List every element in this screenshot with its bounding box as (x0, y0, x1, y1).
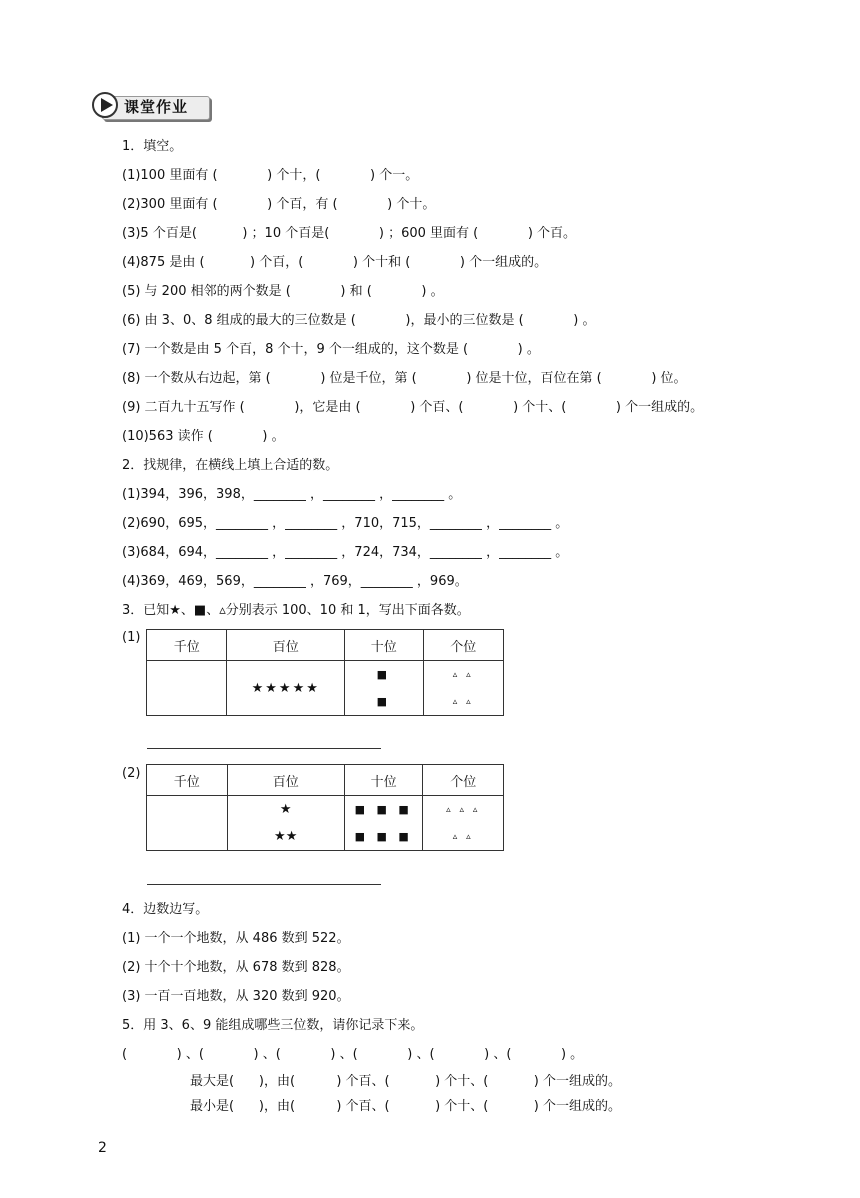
exercise-line: 4．边数边写。 (122, 902, 209, 917)
ones-row-2: ▵ ▵ (452, 696, 474, 707)
exercise-line: (3) 一百一百地数，从 320 数到 920。 (122, 989, 350, 1004)
exercise-line: (1)100 里面有 ( ) 个十，( ) 个一。 (122, 168, 419, 183)
exercise-line: 最大是( )，由( ) 个百、( ) 个十、( ) 个一组成的。 (190, 1074, 621, 1089)
ones-row-1: ▵ ▵ (452, 669, 474, 680)
exercise-line: (4)369，469，569，________ ，769，________ ，969。 (122, 574, 468, 589)
hundreds-row-1: ★ (279, 802, 292, 817)
header-tens: 十位 (344, 765, 423, 796)
exercise-line: (3)5 个百是( ) ；10 个百是( ) ；600 里面有 ( ) 个百。 (122, 226, 577, 241)
ones-row-1: ▵ ▵ ▵ (446, 804, 481, 815)
cell-ones (423, 661, 503, 716)
play-icon (92, 92, 118, 118)
hundreds-row-2: ★★ (274, 829, 298, 844)
tens-row-2: ■ (376, 695, 391, 708)
answer-line-2[interactable] (147, 884, 381, 885)
place-value-table-1 (146, 629, 504, 716)
exercise-line: (10)563 读作 ( ) 。 (122, 429, 285, 444)
exercise-line: (2) 十个十个地数，从 678 数到 828。 (122, 960, 350, 975)
section-header (92, 92, 210, 120)
tens-row-1: ■ (376, 668, 391, 681)
exercise-line: (5) 与 200 相邻的两个数是 ( ) 和 ( ) 。 (122, 284, 444, 299)
answer-line-1[interactable] (147, 748, 381, 749)
table2-label: (2) (122, 766, 141, 781)
exercise-line: (2)690，695，________ ，________ ，710，715，________ ，________ 。 (122, 516, 569, 531)
ones-row-2: ▵ ▵ (452, 831, 474, 842)
section-title: 课堂作业 (124, 98, 189, 116)
cell-ones (423, 796, 504, 851)
exercise-line: (6) 由 3、0、8 组成的最大的三位数是 ( )，最小的三位数是 ( ) 。 (122, 313, 596, 328)
exercise-line: (1)394，396，398，________ ，________ ，________ 。 (122, 487, 462, 502)
tens-row-2: ■ ■ ■ (354, 830, 413, 843)
exercise-line: 5．用 3、6、9 能组成哪些三位数，请你记录下来。 (122, 1018, 424, 1033)
exercise-line: (1) 一个一个地数，从 486 数到 522。 (122, 931, 350, 946)
exercise-line: ( ) 、( ) 、( ) 、( ) 、( ) 、( ) 。 (122, 1047, 584, 1062)
place-value-table-2 (146, 764, 504, 851)
exercise-line: (2)300 里面有 ( ) 个百，有 ( ) 个十。 (122, 197, 436, 212)
tens-row-1: ■ ■ ■ (354, 803, 413, 816)
exercise-line: 2．找规律，在横线上填上合适的数。 (122, 458, 339, 473)
exercise-line: 最小是( )，由( ) 个百、( ) 个十、( ) 个一组成的。 (190, 1099, 621, 1114)
header-thousands: 千位 (147, 630, 227, 661)
exercise-line: 3．已知★、■、▵分别表示 100、10 和 1，写出下面各数。 (122, 603, 470, 618)
cell-tens (344, 796, 423, 851)
cell-thousands (147, 661, 227, 716)
exercise-line: (8) 一个数从右边起，第 ( ) 位是千位，第 ( ) 位是十位，百位在第 ( ) 位。 (122, 371, 687, 386)
cell-hundreds (227, 796, 344, 851)
exercise-line: (7) 一个数是由 5 个百，8 个十，9 个一组成的，这个数是 ( ) 。 (122, 342, 540, 357)
cell-thousands (147, 796, 228, 851)
header-ones: 个位 (423, 765, 504, 796)
cell-hundreds: ★★★★★ (227, 661, 345, 716)
header-thousands: 千位 (147, 765, 228, 796)
header-tens: 十位 (345, 630, 423, 661)
exercise-line: (3)684，694，________ ，________ ，724，734，________ ，________ 。 (122, 545, 569, 560)
header-hundreds: 百位 (227, 630, 345, 661)
table1-label: (1) (122, 630, 141, 645)
exercise-line: (4)875 是由 ( ) 个百，( ) 个十和 ( ) 个一组成的。 (122, 255, 548, 270)
exercise-line: 1．填空。 (122, 139, 183, 154)
page-number: 2 (98, 1140, 107, 1156)
header-hundreds: 百位 (227, 765, 344, 796)
cell-tens (345, 661, 423, 716)
exercise-line: (9) 二百九十五写作 ( )，它是由 ( ) 个百、( ) 个十、( ) 个一组成的。 (122, 400, 704, 415)
header-ones: 个位 (423, 630, 503, 661)
